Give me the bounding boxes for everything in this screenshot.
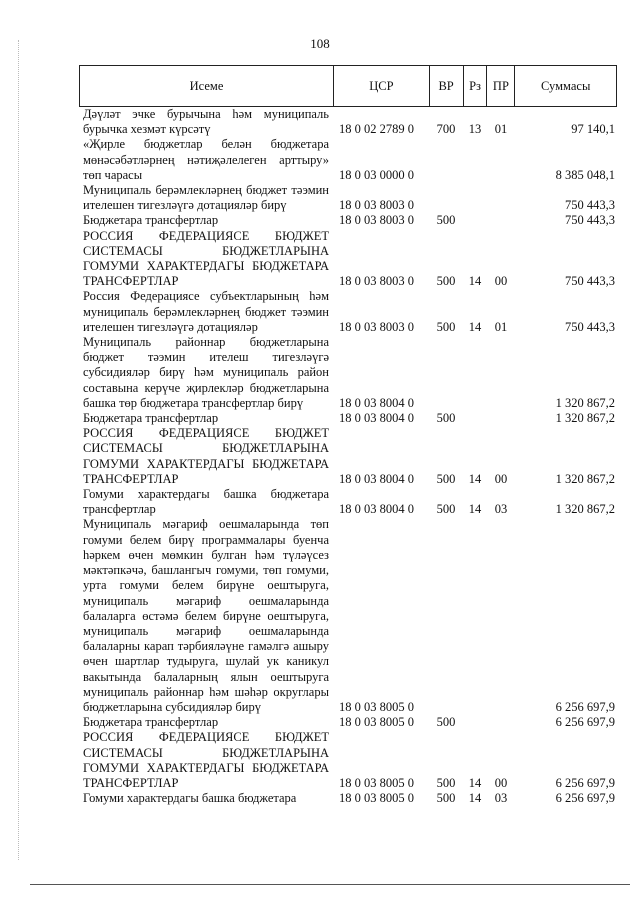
row-vr: 500 xyxy=(436,213,456,228)
page-number: 108 xyxy=(310,36,330,51)
table-row xyxy=(79,229,617,290)
row-sum: 750 443,3 xyxy=(565,198,615,213)
row-sum: 750 443,3 xyxy=(565,274,615,289)
row-sum: 6 256 697,9 xyxy=(555,715,615,730)
row-pr: 03 xyxy=(494,791,508,806)
row-name: Россия Федерациясе субъектларының һәм муниципаль берәмлекләрнең бюджет тәэмин ителешен тигезләүгә дотацияләр xyxy=(83,289,329,334)
row-name: Бюджетара трансфертлар xyxy=(83,213,219,228)
row-vr: 700 xyxy=(436,122,456,137)
row-rz: 14 xyxy=(468,274,482,289)
row-vr: 500 xyxy=(436,274,456,289)
bottom-divider xyxy=(30,884,630,885)
row-csr: 18 0 03 8003 0 xyxy=(339,213,414,228)
row-rz: 13 xyxy=(468,122,482,137)
row-vr: 500 xyxy=(436,715,456,730)
row-sum: 1 320 867,2 xyxy=(555,395,615,410)
row-csr: 18 0 03 8004 0 xyxy=(339,471,414,486)
row-rz: 14 xyxy=(468,791,482,806)
row-name: РОССИЯ ФЕДЕРАЦИЯСЕ БЮДЖЕТ СИСТЕМАСЫ БЮДЖЕТЛАРЫНА ГОМУМИ ХАРАКТЕРДАГЫ БЮДЖЕТАРА ТРАНСФЕРТЛАР xyxy=(83,228,329,289)
row-name: Гомуми характердагы башка бюджетара трансфертлар xyxy=(83,487,329,517)
header-vr: ВР xyxy=(429,66,463,106)
table-row xyxy=(79,289,617,335)
row-name: РОССИЯ ФЕДЕРАЦИЯСЕ БЮДЖЕТ СИСТЕМАСЫ БЮДЖЕТЛАРЫНА ГОМУМИ ХАРАКТЕРДАГЫ БЮДЖЕТАРА ТРАНСФЕРТЛАР xyxy=(83,426,329,486)
row-csr: 18 0 03 8005 0 xyxy=(339,715,414,730)
row-name: Муниципаль мәгариф оешмаларында төп гомуми белем бирү программалары буенча һәркем өчен мөмкин булган һәм түләүсез мәктәпкәчә, башлангыч гомуми, төп гомуми, урта гомуми белем бирүне оештыруга, муниципаль мәгариф оешмаларында балаларга өстәмә белем бирүне оештыруга, муниципаль мәгариф оешмаларында балаларны карап тәрбияләүне гамәлгә ашыру өчен шартлар тудыруга, шулай ук каникул вакытында балаларның ялын оештыруга муниципаль районнар һәм шәһәр округлары бюджетларына субсидияләр бирү xyxy=(83,517,329,714)
row-csr: 18 0 03 8003 0 xyxy=(339,319,414,334)
row-pr: 01 xyxy=(494,122,508,137)
row-name: Муниципаль районнар бюджетларына бюджет тәэмин ителеш тигезләүгә субсидияләр бирү һәм муниципаль район составына керүче җирлекләр бюджетларына башка төр бюджетара трансфертлар бирү xyxy=(83,335,329,410)
row-csr: 18 0 03 8005 0 xyxy=(339,775,414,790)
row-sum: 750 443,3 xyxy=(565,319,615,334)
row-vr: 500 xyxy=(436,471,456,486)
table-row xyxy=(79,487,617,517)
row-vr: 500 xyxy=(436,411,456,426)
row-rz: 14 xyxy=(468,471,482,486)
row-sum: 8 385 048,1 xyxy=(555,167,615,182)
row-csr: 18 0 03 8004 0 xyxy=(339,395,414,410)
row-vr: 500 xyxy=(436,319,456,334)
row-sum: 1 320 867,2 xyxy=(555,411,615,426)
row-csr: 18 0 03 8003 0 xyxy=(339,198,414,213)
table-row xyxy=(79,715,617,730)
header-sum: Суммасы xyxy=(514,66,616,106)
row-sum: 1 320 867,2 xyxy=(555,471,615,486)
header-pr: ПР xyxy=(486,66,514,106)
row-sum: 6 256 697,9 xyxy=(555,699,615,714)
row-name: Дәүләт эчке бурычына һәм муниципаль бурычка хезмәт күрсәтү xyxy=(83,107,329,137)
row-rz: 14 xyxy=(468,319,482,334)
row-csr: 18 0 03 8005 0 xyxy=(339,791,414,806)
table-row xyxy=(79,183,617,213)
row-vr: 500 xyxy=(436,502,456,517)
table-row xyxy=(79,517,617,715)
row-sum: 6 256 697,9 xyxy=(555,775,615,790)
row-sum: 1 320 867,2 xyxy=(555,502,615,517)
table-row xyxy=(79,335,617,411)
row-pr: 00 xyxy=(494,274,508,289)
row-csr: 18 0 02 2789 0 xyxy=(339,122,414,137)
row-pr: 03 xyxy=(494,502,508,517)
table-header xyxy=(79,65,617,107)
budget-table xyxy=(79,65,617,806)
row-name: Муниципаль берәмлекләрнең бюджет тәэмин ителешен тигезләүгә дотацияләр бирү xyxy=(83,183,329,213)
row-rz: 14 xyxy=(468,502,482,517)
row-sum: 750 443,3 xyxy=(565,213,615,228)
row-sum: 6 256 697,9 xyxy=(555,791,615,806)
header-name: Исеме xyxy=(189,78,224,93)
table-row xyxy=(79,730,617,791)
table-body xyxy=(79,107,617,806)
row-pr: 00 xyxy=(494,471,508,486)
header-rz: Рз xyxy=(463,66,487,106)
table-row xyxy=(79,411,617,426)
row-pr: 00 xyxy=(494,775,508,790)
row-rz: 14 xyxy=(468,775,482,790)
row-vr: 500 xyxy=(436,791,456,806)
header-csr: ЦСР xyxy=(333,66,429,106)
row-name: «Җирле бюджетлар белән бюджетара мөнәсәбәтләрнең нәтиҗәлелеген арттыру» төп чарасы xyxy=(83,137,329,182)
row-csr: 18 0 03 0000 0 xyxy=(339,167,414,182)
table-row xyxy=(79,107,617,137)
row-csr: 18 0 03 8005 0 xyxy=(339,699,414,714)
row-name: Гомуми характердагы башка бюджетара xyxy=(83,791,297,806)
row-name: РОССИЯ ФЕДЕРАЦИЯСЕ БЮДЖЕТ СИСТЕМАСЫ БЮДЖЕТЛАРЫНА ГОМУМИ ХАРАКТЕРДАГЫ БЮДЖЕТАРА ТРАНСФЕРТЛАР xyxy=(83,730,329,790)
row-csr: 18 0 03 8004 0 xyxy=(339,411,414,426)
row-csr: 18 0 03 8003 0 xyxy=(339,274,414,289)
row-vr: 500 xyxy=(436,775,456,790)
row-name: Бюджетара трансфертлар xyxy=(83,715,219,730)
row-name: Бюджетара трансфертлар xyxy=(83,411,219,426)
margin-marks xyxy=(18,40,19,860)
table-row xyxy=(79,426,617,487)
row-sum: 97 140,1 xyxy=(571,122,615,137)
table-row xyxy=(79,791,617,806)
row-csr: 18 0 03 8004 0 xyxy=(339,502,414,517)
row-pr: 01 xyxy=(494,319,508,334)
table-row xyxy=(79,213,617,228)
table-row xyxy=(79,137,617,183)
